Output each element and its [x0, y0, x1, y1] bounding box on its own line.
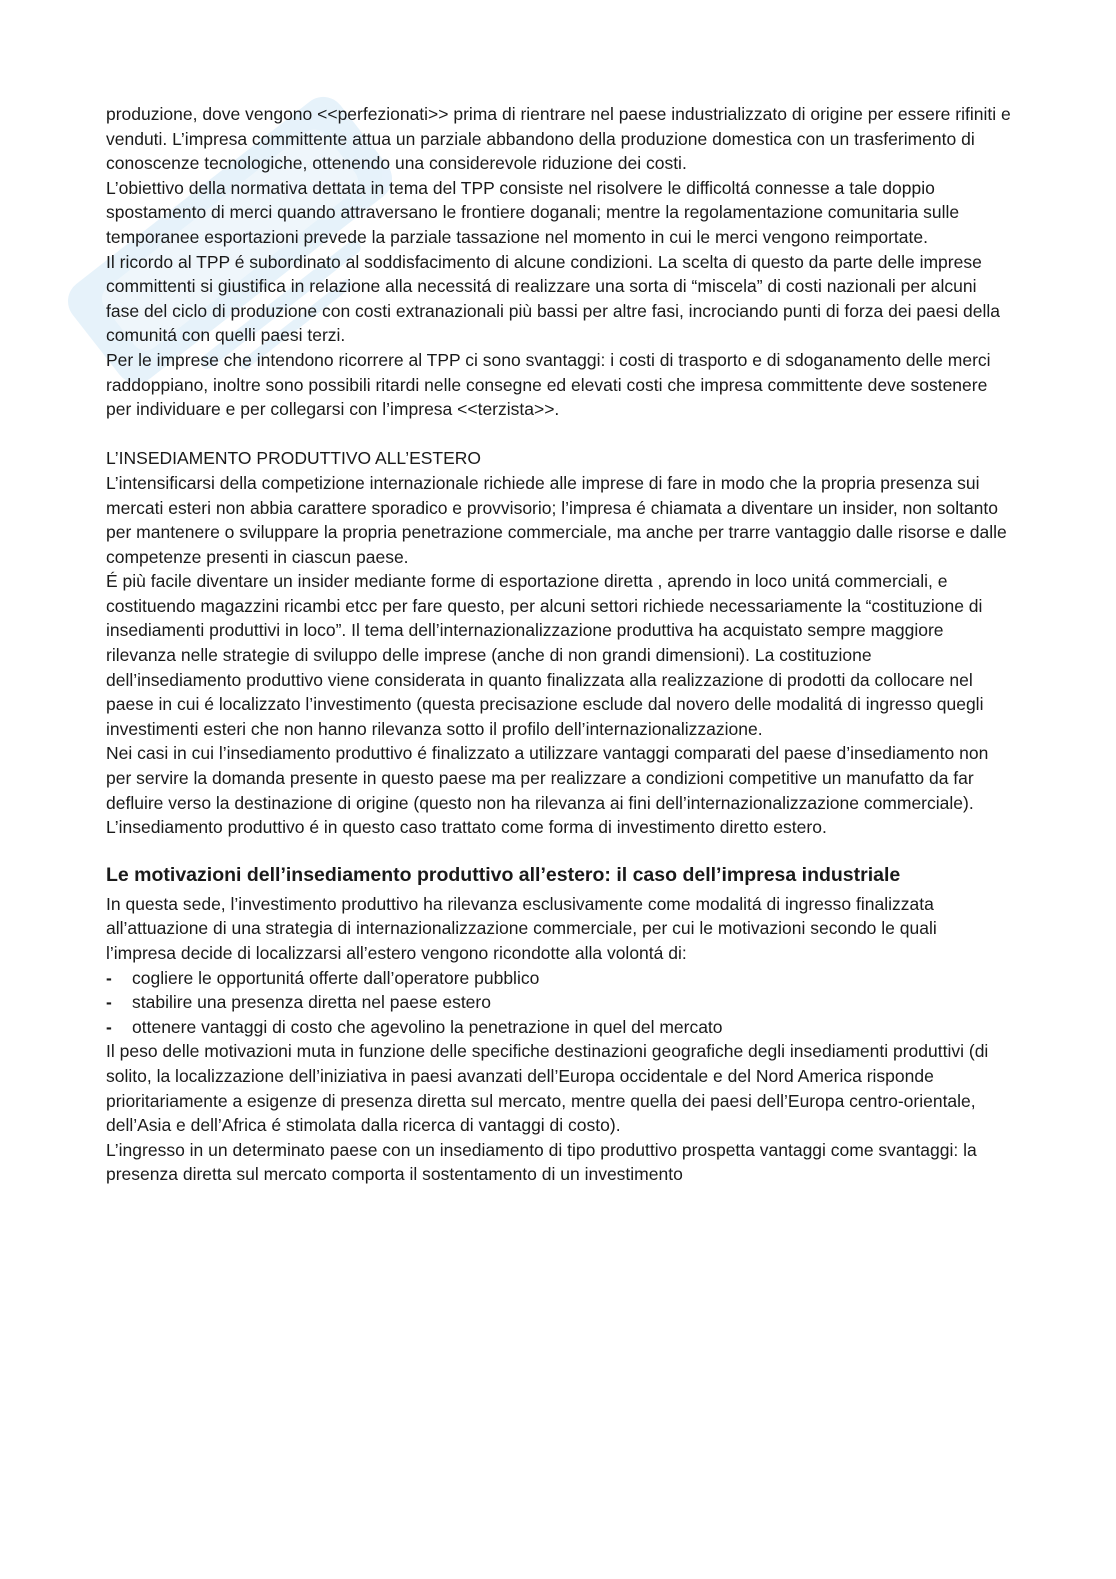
paragraph-top-3: Il ricordo al TPP é subordinato al soddisfacimento di alcune condizioni. La scelta di questo da parte delle imprese committenti si giustifica in relazione alla necessitá di realizzare una sorta di “miscela” di costi nazionali per alcuni fase del ciclo di produzione con costi extranazionali più bassi per altre fasi, incrociando punti di forza dei paesi della comunitá con quelli paesi terzi.: [106, 251, 1000, 346]
dash-bullet-icon: -: [106, 967, 112, 988]
paragraph-top-2: L’obiettivo della normativa dettata in tema del TPP consiste nel risolvere le difficoltá connesse a tale doppio spostamento di merci quando attraversano le frontiere doganali; mentre la regolamentazione comunitaria sulle temporanee esportazioni prevede la parziale tassazione nel momento in cui le merci vengono reimportate.: [106, 177, 960, 247]
section-title: L’INSEDIAMENTO PRODUTTIVO ALL’ESTERO: [106, 448, 482, 469]
section-paragraph-1: L’intensificarsi della competizione internazionale richiede alle imprese di fare in modo che la propria presenza sui mercati esteri non abbia carattere sporadico e provvisorio; l’impresa é chiamata a diventare un insider, non soltanto per mantenere o sviluppare la propria penetrazione commerciale, ma anche per trarre vantaggio dalle risorse e dalle competenze presenti in ciascun paese.: [106, 472, 1007, 567]
list-item-text: cogliere le opportunitá offerte dall’operatore pubblico: [132, 967, 540, 988]
paragraph-top-1: produzione, dove vengono <<perfezionati>> prima di rientrare nel paese industrializzato di origine per essere rifiniti e venduti. L’impresa committente attua un parziale abbandono della produzione domestica con un trasferimento di conoscenze tecnologiche, ottenendo una considerevole riduzione dei costi.: [106, 104, 1011, 174]
list-item: [106, 1015, 1011, 1040]
list-item: [106, 990, 1011, 1015]
paragraph-top-4: Per le imprese che intendono ricorrere al TPP ci sono svantaggi: i costi di trasporto e di sdoganamento delle merci raddoppiano, inoltre sono possibili ritardi nelle consegne ed elevati costi che impresa committente deve sostenere per individuare e per collegarsi con l’impresa <<terzista>>.: [106, 349, 991, 420]
section2-paragraph-2: L’ingresso in un determinato paese con un insediamento di tipo produttivo prospetta vantaggi come svantaggi: la presenza diretta sul mercato comporta il sostentamento di un investimento: [106, 1139, 977, 1185]
section2-paragraph-1: Il peso delle motivazioni muta in funzione delle specifiche destinazioni geografiche degli insediamenti produttivi (di solito, la localizzazione dell’iniziativa in paesi avanzati dell’Europa occidentale e del Nord America risponde prioritariamente a esigenze di presenza diretta sul mercato, mentre quella dei paesi dell’Europa centro-orientale, dell’Asia e dell’Africa é stimolata dalla ricerca di vantaggi di costo).: [106, 1041, 989, 1136]
list-item-text: stabilire una presenza diretta nel paese estero: [132, 992, 491, 1013]
section-paragraph-2: É più facile diventare un insider mediante forme di esportazione diretta , aprendo in loco unitá commerciali, e costituendo magazzini ricambi etcc per fare questo, per alcuni settori richiede necessariamente la “costituzione di insediamenti produttivi in loco”. Il tema dell’internazionalizzazione produttiva ha acquistato sempre maggiore rilevanza nelle strategie di sviluppo delle imprese (anche di non grandi dimensioni). La costituzione dell’insediamento produttivo viene considerata in quanto finalizzata alla realizzazione di prodotti da collocare nel paese in cui é localizzato l’investimento (questa precisazione esclude dal novero delle modalitá di ingresso quegli investimenti esteri che non hanno rilevanza sotto il profilo dell’internazionalizzazione.: [106, 571, 984, 739]
list-item-text: ottenere vantaggi di costo che agevolino la penetrazione in quel del mercato: [132, 1016, 723, 1037]
section-heading-wrapper: [106, 860, 1011, 890]
spacer: [106, 422, 1011, 447]
dash-bullet-icon: -: [106, 992, 112, 1013]
list-item: [106, 966, 1011, 991]
document-page: [106, 102, 1011, 1187]
section2-intro: In questa sede, l’investimento produttivo ha rilevanza esclusivamente come modalitá di ingresso finalizzata all’attuazione di una strategia di internazionalizzazione commerciale, per cui le motivazioni secondo le quali l’impresa decide di localizzarsi all’estero vengono ricondotte alla volontá di:: [106, 893, 937, 963]
section-paragraph-3: Nei casi in cui l’insediamento produttivo é finalizzato a utilizzare vantaggi comparati del paese d’insediamento non per servire la domanda presente in questo paese ma per realizzare a condizioni competitive un manufatto da far defluire verso la destinazione di origine (questo non ha rilevanza ai fini dell’internazionalizzazione commerciale). L’insediamento produttivo é in questo caso trattato come forma di investimento diretto estero.: [106, 743, 989, 838]
section-heading: Le motivazioni dell’insediamento produttivo all’estero: il caso dell’impresa industriale: [106, 863, 901, 886]
bullet-list: [106, 966, 1011, 1040]
dash-bullet-icon: -: [106, 1016, 112, 1037]
